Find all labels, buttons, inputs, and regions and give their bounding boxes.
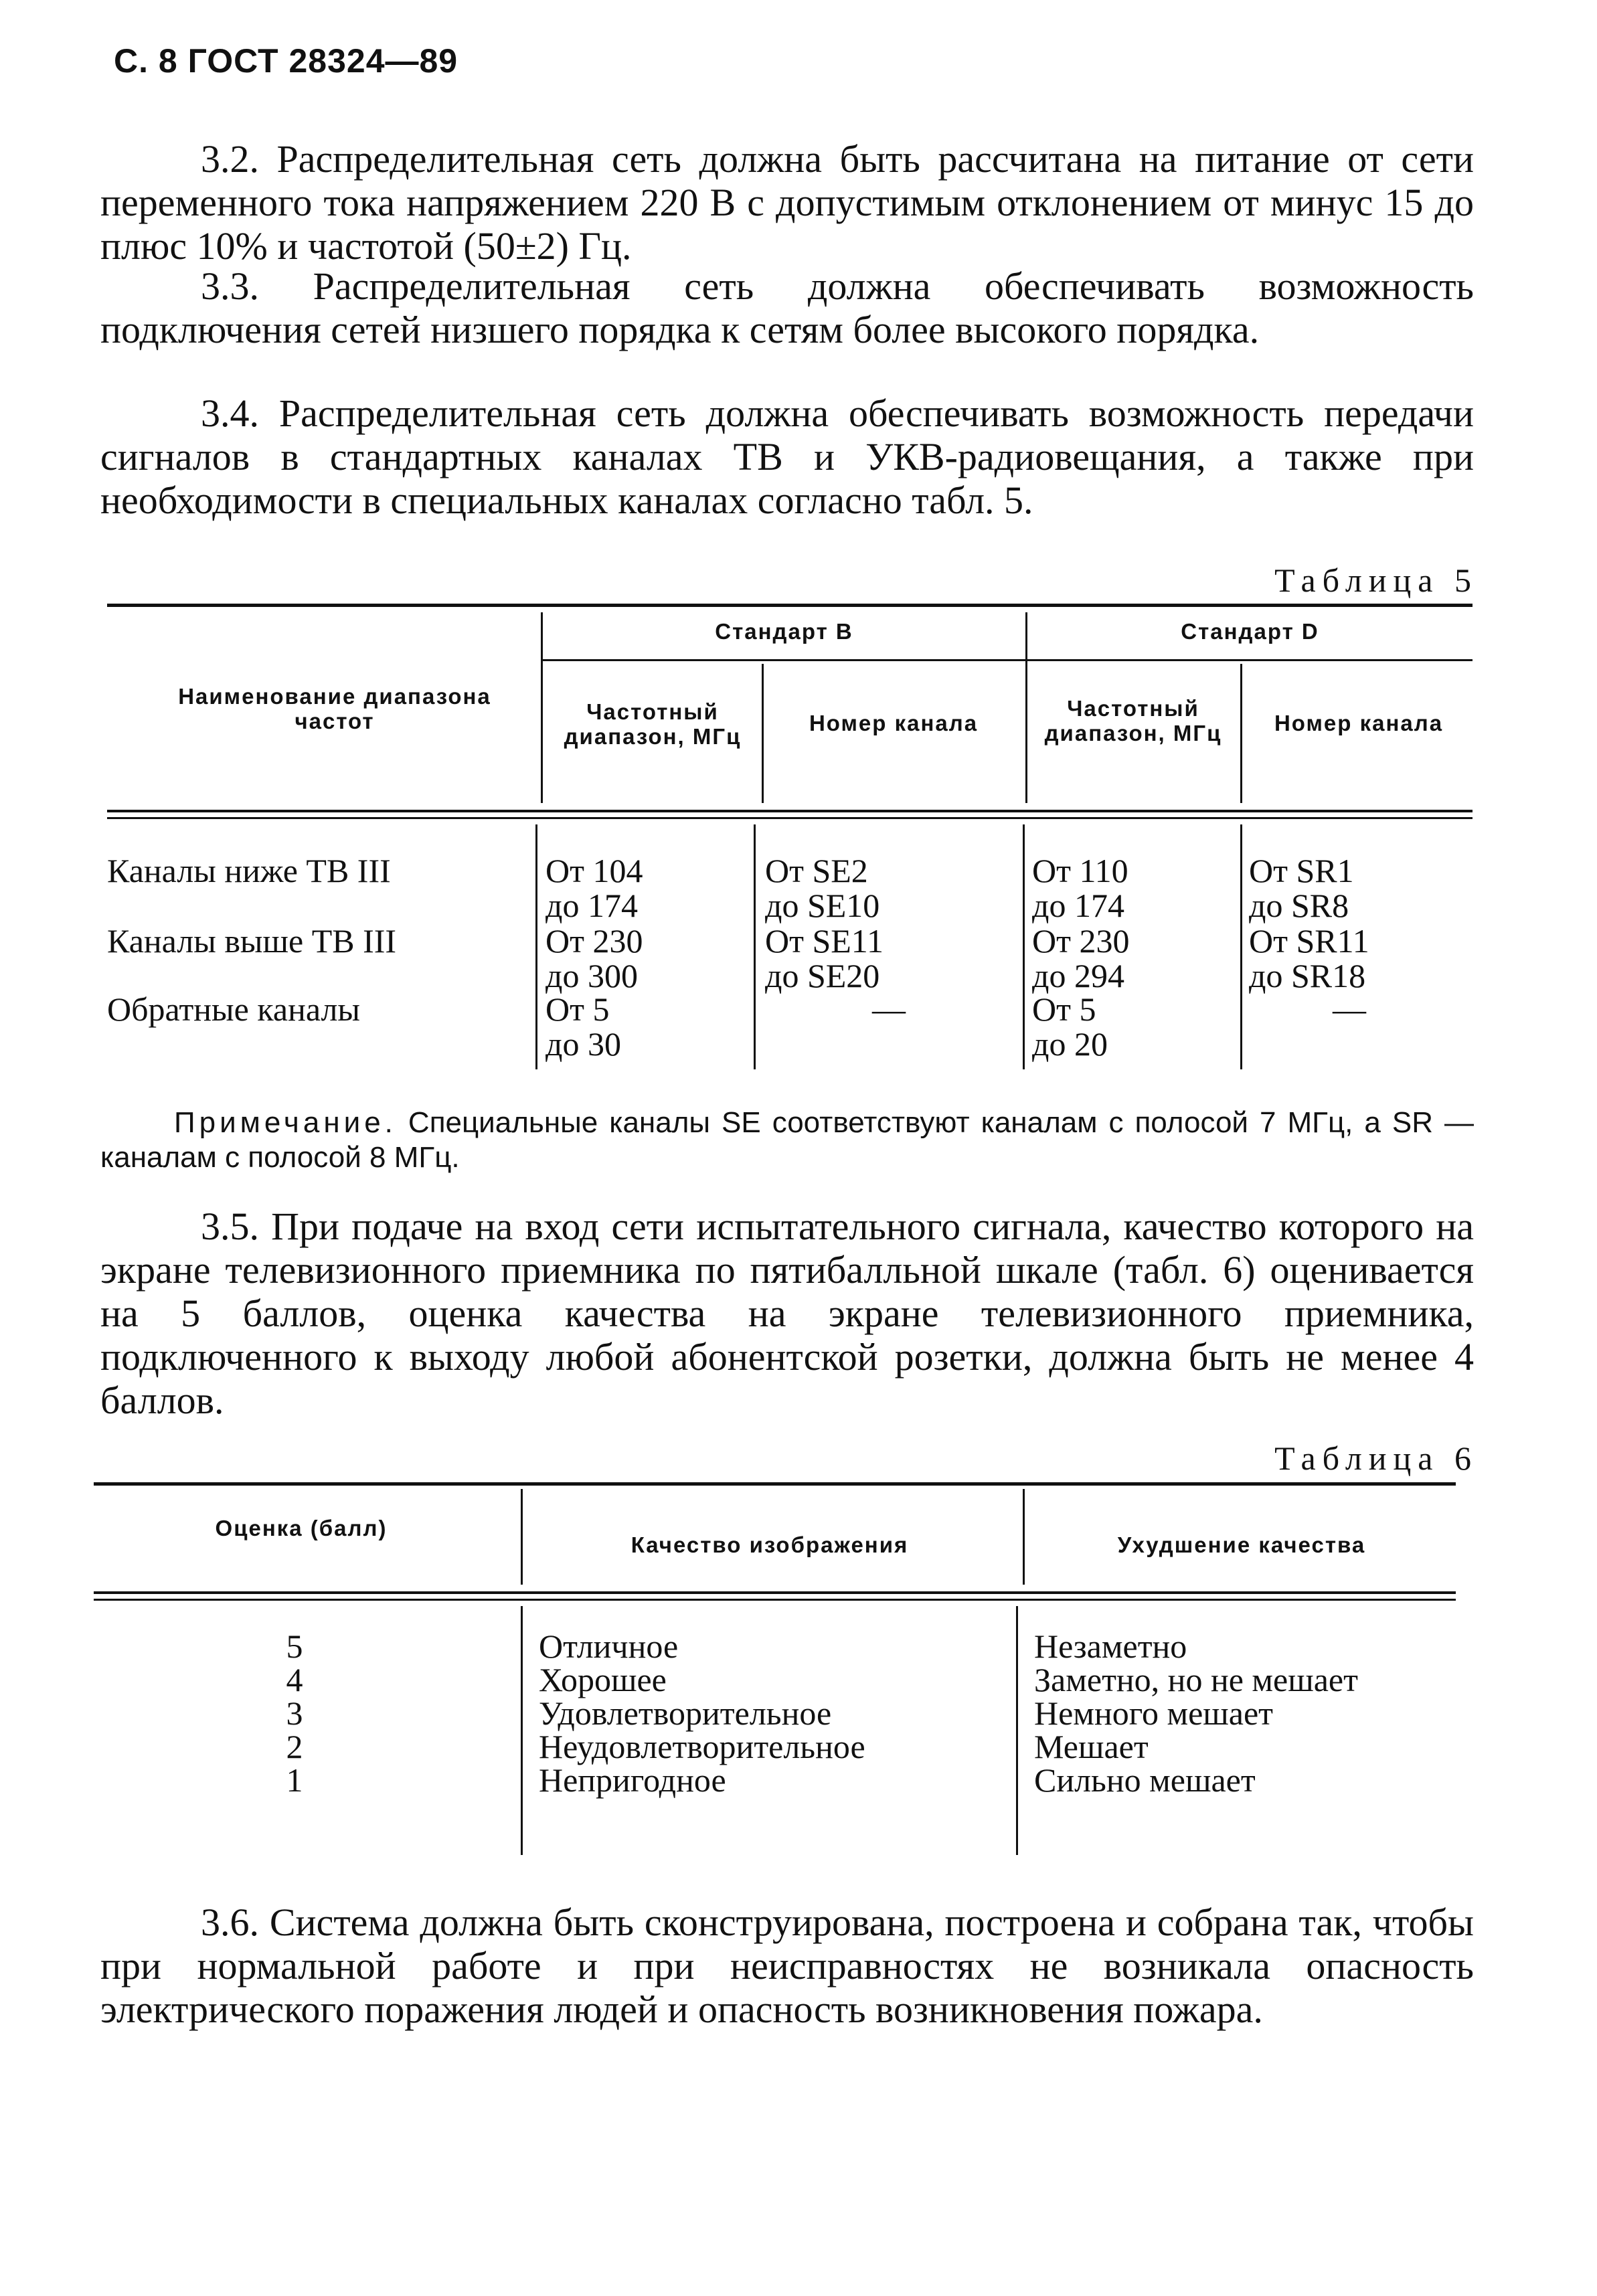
table5-caption: Таблица 5	[1274, 561, 1478, 599]
table5-note-text: Специальные каналы SE соответствуют каналам с полосой 7 МГц, а SR — каналам с полосой 8 МГц.	[100, 1106, 1474, 1174]
table5-row3-freq-b: От 5 до 30	[545, 990, 621, 1063]
table6-row2-quality: Хорошее	[539, 1661, 667, 1698]
table6-row4-degradation: Мешает	[1034, 1728, 1149, 1765]
table6-row2-score: 4	[286, 1661, 303, 1698]
table5-row2-chan-b: От SE11 до SE20	[765, 922, 884, 994]
table6-header-score: Оценка (балл)	[215, 1516, 388, 1540]
table5-note	[100, 1106, 1474, 1175]
paragraph-3-2: 3.2. Распределительная сеть должна быть рассчитана на питание от сети переменного тока напряжением 220 В с допустимым отклонением от минус 15 до плюс 10% и частотой (50±2) Гц.	[100, 137, 1474, 268]
table6-row3-quality: Удовлетворительное	[539, 1694, 832, 1732]
table5-header-chan-b: Номер канала	[809, 711, 979, 735]
table6-row4-score: 2	[286, 1728, 303, 1765]
table6-row5-degradation: Сильно мешает	[1034, 1761, 1256, 1799]
table6-row5-score: 1	[286, 1761, 303, 1799]
table5-row2-freq-b: От 230 до 300	[545, 922, 643, 994]
table6-row5-quality: Непригодное	[539, 1761, 726, 1799]
table5-row1-name: Каналы ниже ТВ III	[107, 852, 391, 889]
table6-header-quality: Качество изображения	[631, 1532, 909, 1557]
paragraph-3-4: 3.4. Распределительная сеть должна обеспечивать возможность передачи сигналов в стандартных каналах ТВ и УКВ-радиовещания, а также при необходимости в специальных каналах согласно табл. 5.	[100, 391, 1474, 522]
table5-header-standard-d: Стандарт D	[1181, 619, 1319, 644]
table5-row3-name: Обратные каналы	[107, 990, 361, 1028]
paragraph-3-5: 3.5. При подаче на вход сети испытательного сигнала, качество которого на экране телевизионного приемника по пятибалльной шкале (табл. 6) оценивается на 5 баллов, оценка качества на экране телевизионного приемника, подключенного к выходу любой абонентской розетки, должна быть не менее 4 баллов.	[100, 1205, 1474, 1422]
table5-row1-freq-b: От 104 до 174	[545, 852, 643, 924]
table5-row2-name: Каналы выше ТВ III	[107, 922, 397, 960]
table5-header-chan-d: Номер канала	[1274, 711, 1444, 735]
paragraph-3-3: 3.3. Распределительная сеть должна обеспечивать возможность подключения сетей низшего порядка к сетям более высокого порядка.	[100, 264, 1474, 351]
table6-row2-degradation: Заметно, но не мешает	[1034, 1661, 1358, 1698]
table6-caption: Таблица 6	[1274, 1439, 1478, 1477]
table5-row1-freq-d: От 110 до 174	[1032, 852, 1128, 924]
table5-row3-chan-b: —	[872, 990, 906, 1028]
table6-row3-score: 3	[286, 1694, 303, 1732]
table5-note-label: Примечание.	[174, 1106, 397, 1139]
table5-header-freq-b: Частотный диапазон, МГц	[564, 699, 742, 749]
table6-row1-degradation: Незаметно	[1034, 1627, 1187, 1665]
table6-header-degradation: Ухудшение качества	[1117, 1532, 1366, 1557]
table5-row1-chan-d: От SR1 до SR8	[1249, 852, 1354, 924]
table5-row3-chan-d: —	[1333, 990, 1366, 1028]
table5-row2-chan-d: От SR11 до SR18	[1249, 922, 1369, 994]
table6-row1-score: 5	[286, 1627, 303, 1665]
table5-header-freq-d: Частотный диапазон, МГц	[1044, 696, 1222, 745]
paragraph-3-6: 3.6. Система должна быть сконструирована, построена и собрана так, чтобы при нормальной работе и при неисправностях не возникала опасность электрического поражения людей и опасность возникновения пожара.	[100, 1901, 1474, 2031]
table5-row3-freq-d: От 5 до 20	[1032, 990, 1108, 1063]
table6-row1-quality: Отличное	[539, 1627, 679, 1665]
table6-row3-degradation: Немного мешает	[1034, 1694, 1274, 1732]
table5-row1-chan-b: От SE2 до SE10	[765, 852, 880, 924]
table5-row2-freq-d: От 230 до 294	[1032, 922, 1130, 994]
table5-header-standard-b: Стандарт B	[715, 619, 853, 644]
page-header: С. 8 ГОСТ 28324—89	[114, 42, 458, 80]
table5-header-range-name: Наименование диапазона частот	[178, 684, 491, 733]
table6-row4-quality: Неудовлетворительное	[539, 1728, 865, 1765]
